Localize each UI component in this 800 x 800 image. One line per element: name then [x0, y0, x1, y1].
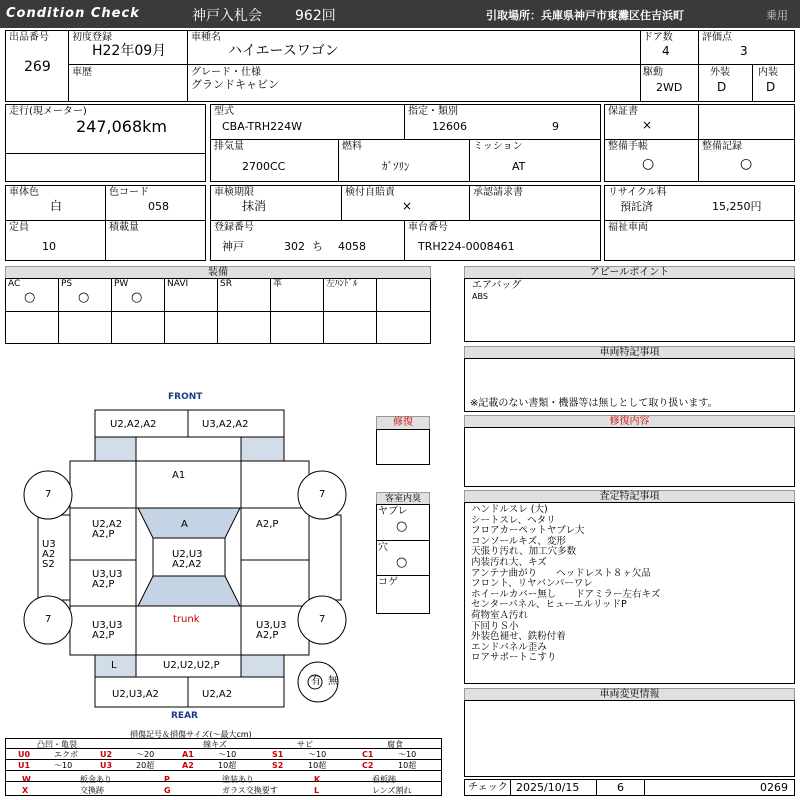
change-box — [464, 700, 795, 777]
assessment-line: ロアサポートこすり — [471, 652, 557, 664]
name-value: ハイエースワゴン — [228, 43, 339, 59]
cabin-hole-label: 穴 — [378, 542, 388, 553]
assessment-line: 荷物室Ａ汚れ — [471, 610, 529, 621]
legend-rule — [5, 748, 442, 749]
legend-desc: ～20 — [136, 750, 155, 759]
cabin-hole-value: ○ — [396, 555, 408, 570]
check-number: 6 — [617, 781, 624, 794]
legend-desc: 交換跡 — [80, 786, 104, 795]
score-value: 3 — [740, 44, 748, 58]
lot-label: 出品番号 — [9, 32, 49, 43]
displacement-value: 2700CC — [242, 160, 286, 173]
class-number: 9 — [552, 120, 559, 133]
plate-area: 神戸 — [222, 240, 244, 253]
legend-code: P — [164, 775, 170, 784]
recycle-fee: 15,250円 — [712, 200, 762, 213]
color-label: 車体色 — [9, 187, 39, 198]
equip-ac-label: AC — [8, 279, 21, 289]
wheel-fl: 7 — [45, 489, 52, 500]
mark-fr-door: A2,P — [256, 519, 279, 530]
pickup-location: 引取場所：兵庫県神戸市東灘区住吉浜町 — [486, 9, 684, 22]
insurance-label: 検付自賠責 — [345, 187, 395, 198]
mission-label: ミッション — [473, 141, 523, 152]
car-diagram — [0, 400, 440, 720]
legend-desc: エクボ — [54, 750, 78, 759]
doors-value: 4 — [662, 44, 670, 58]
mark-rear-right: U2,A2 — [202, 689, 233, 700]
equip-sr-label: SR — [220, 279, 232, 289]
grade-label: グレード・仕様 — [191, 67, 261, 78]
legend-code: G — [164, 786, 171, 795]
repair-box — [464, 427, 795, 487]
legend-title: 損傷記号＆損傷サイズ(～最大cm) — [130, 730, 252, 739]
warranty-label: 保証書 — [608, 106, 638, 117]
legend-desc: ガラス交換要す — [222, 786, 278, 795]
legend-code: K — [314, 775, 321, 784]
cabin-title: 客室内臭 — [376, 492, 430, 505]
color-value: 白 — [50, 199, 63, 213]
welfare-label: 福祉車両 — [608, 222, 648, 233]
assessment-line: エンドパネル歪み — [471, 641, 547, 653]
category: 乗用 — [766, 9, 788, 22]
cabin-tear-value: ○ — [396, 519, 408, 534]
legend-desc: ～10 — [308, 750, 327, 759]
recycle-label: リサイクル料 — [608, 187, 667, 198]
wheel-rr: 7 — [319, 614, 326, 625]
maint-label: 整備手帳 — [608, 141, 648, 152]
fuel-label: 燃料 — [342, 141, 362, 152]
wheel-fr: 7 — [319, 489, 326, 500]
equip-navi-label: NAVI — [167, 279, 189, 289]
assessment-line: 下回りＳ小 — [471, 620, 519, 632]
name-label: 車種名 — [191, 32, 221, 43]
color-code-value: 058 — [148, 200, 169, 213]
appeal-title: アピールポイント — [464, 266, 795, 279]
legend-code: W — [22, 775, 31, 784]
equip-lhd-label: 左ﾊﾝﾄﾞﾙ — [326, 279, 358, 289]
legend-desc: ～10 — [398, 750, 417, 759]
repair-small-box — [376, 429, 430, 465]
check-date: 2025/10/15 — [516, 781, 580, 794]
mission-value: AT — [512, 160, 526, 173]
legend-desc: ～10 — [218, 750, 237, 759]
legend-desc: 20超 — [136, 761, 155, 770]
mark-front-left: U2,A2,A2 — [110, 419, 157, 430]
equip-ac-value: ○ — [24, 290, 36, 305]
approval-label: 承認請求書 — [473, 187, 523, 198]
cabin-tear-label: ヤブレ — [378, 506, 408, 517]
trunk-label: trunk — [173, 614, 200, 625]
wheel-rl: 7 — [45, 614, 52, 625]
assessment-line: コンソールキズ、変形 — [471, 535, 566, 547]
mark-left-small: L — [111, 660, 117, 671]
assessment-line: アンテナ曲がり ヘッドレスト８ヶ欠品 — [471, 567, 651, 579]
doors-label: ドア数 — [643, 32, 673, 43]
auction-name: 神戸入札会 — [192, 8, 262, 24]
displacement-label: 排気量 — [214, 141, 244, 152]
assessment-line: フロアカーペットヤブレ大 — [471, 525, 585, 537]
assessment-line: フロント、リヤバンパーワレ — [471, 578, 593, 590]
chassis-value: TRH224-0008461 — [418, 240, 515, 253]
check-box — [464, 779, 795, 796]
check-id: 0269 — [760, 781, 788, 794]
drive-label: 駆動 — [643, 67, 663, 78]
legend-code: U3 — [100, 761, 113, 770]
legend-code: L — [314, 786, 320, 795]
int-value: D — [766, 80, 776, 94]
appeal-line-1: エアバッグ — [472, 280, 522, 291]
history-label: 車歴 — [72, 67, 92, 78]
equip-ps-label: PS — [61, 279, 73, 289]
legend-desc: 看板跡 — [372, 775, 396, 784]
mark-rear-top: U2,U2,U2,P — [163, 660, 220, 671]
mark-roof: U2,U3 A2,A2 — [172, 549, 203, 570]
legend-desc: 10超 — [308, 761, 327, 770]
repair-title: 修復内容 — [464, 415, 795, 428]
maint-record-value: ○ — [740, 156, 753, 172]
legend-desc: 塗装あり — [222, 775, 254, 784]
plate-number: 4058 — [338, 240, 366, 253]
legend-header: 線キズ — [203, 740, 227, 749]
inspection-value: 抹消 — [242, 199, 267, 213]
assessment-line: 内装汚れ大、キズ — [471, 557, 547, 568]
special-title: 車両特記事項 — [464, 346, 795, 359]
assessment-line: ハンドルスレ (大) — [471, 504, 548, 515]
designation-value: 12606 — [432, 120, 467, 133]
legend-code: C1 — [362, 750, 374, 759]
recycle-status: 預託済 — [620, 200, 653, 213]
legend-rule — [5, 759, 442, 760]
cabin-burn-label: コゲ — [378, 577, 398, 588]
front-label: FRONT — [168, 392, 203, 402]
assessment-line: センターパネル、ヒューエルリッドP — [471, 599, 627, 611]
assessment-line: 外装色褪せ、鉄粉付着 — [471, 631, 566, 643]
insurance-value: × — [402, 199, 413, 213]
reg-value: H22年09月 — [92, 43, 167, 59]
plate-label: 登録番号 — [214, 222, 254, 233]
legend-desc: ～10 — [54, 761, 73, 770]
mark-rear-left: U2,U3,A2 — [112, 689, 159, 700]
legend-code: S1 — [272, 750, 284, 759]
mark-hood: A1 — [172, 470, 186, 481]
header-logo: Condition Check — [6, 6, 140, 21]
equip-leather-label: 革 — [273, 279, 283, 289]
legend-code: U1 — [18, 761, 31, 770]
equip-ps-value: ○ — [78, 290, 90, 305]
legend-header: 腐食 — [387, 740, 403, 749]
int-label: 内装 — [758, 67, 778, 78]
mark-side-left: U3 A2 S2 — [42, 539, 56, 570]
designation-label: 指定・類別 — [408, 106, 458, 117]
drive-value: 2WD — [656, 81, 683, 94]
mark-rl-door: U3,U3 A2,P — [92, 569, 123, 590]
plate-kana: ち — [312, 240, 323, 253]
equipment-title: 装備 — [5, 266, 431, 279]
score-label: 評価点 — [702, 32, 732, 43]
inspection-label: 車検期限 — [214, 187, 254, 198]
legend-code: A1 — [182, 750, 194, 759]
lot-value: 269 — [24, 59, 51, 75]
legend-desc: 板金あり — [80, 775, 112, 784]
legend-header: 凸凹・亀裂 — [37, 740, 77, 749]
legend-code: X — [22, 786, 29, 795]
rear-label: REAR — [171, 711, 198, 721]
check-label: チェック — [468, 782, 508, 793]
mark-fl-door: U2,A2 A2,P — [92, 519, 123, 540]
legend-rule — [5, 770, 442, 771]
legend-code: U0 — [18, 750, 31, 759]
equip-pw-label: PW — [114, 279, 129, 289]
spare-text: 無 — [328, 676, 338, 687]
legend-desc: 10超 — [218, 761, 237, 770]
legend-desc: 10超 — [398, 761, 417, 770]
maint-value: ○ — [642, 156, 655, 172]
assessment-title: 査定特記事項 — [464, 490, 795, 503]
maint-record-label: 整備記録 — [702, 141, 742, 152]
color-code-label: 色コード — [109, 187, 149, 198]
legend-code: U2 — [100, 750, 113, 759]
capacity-value: 10 — [42, 240, 56, 253]
mark-windshield: A — [181, 519, 188, 530]
mark-front-right: U3,A2,A2 — [202, 419, 249, 430]
load-label: 積載量 — [109, 222, 139, 233]
legend-code: A2 — [182, 761, 194, 770]
fuel-value: ｶﾞｿﾘﾝ — [382, 160, 410, 173]
spare-mark: 有 — [311, 676, 321, 687]
capacity-label: 定員 — [9, 222, 29, 233]
mileage-value: 247,068km — [76, 117, 168, 136]
inspection-box — [210, 185, 601, 261]
change-title: 車両変更情報 — [464, 688, 795, 701]
assessment-line: シートスレ、ヘタリ — [471, 514, 556, 526]
mileage-label: 走行(現メーター) — [9, 106, 87, 117]
ext-label: 外装 — [710, 67, 730, 78]
warranty-value: × — [642, 118, 653, 132]
grade-value: グランドキャビン — [191, 78, 279, 91]
ext-value: D — [717, 80, 727, 94]
model-label: 型式 — [214, 106, 234, 117]
chassis-label: 車台番号 — [408, 222, 448, 233]
model-value: CBA-TRH224W — [222, 120, 302, 133]
mark-rl-qtr: U3,U3 A2,P — [92, 620, 123, 641]
legend-code: C2 — [362, 761, 374, 770]
assessment-line: 天張り汚れ、加工穴多数 — [471, 546, 577, 558]
legend-rule — [5, 781, 442, 782]
legend-header: サビ — [297, 740, 313, 749]
appeal-line-2: ABS — [472, 292, 488, 301]
equip-pw-value: ○ — [131, 290, 143, 305]
mark-rr-qtr: U3,U3 A2,P — [256, 620, 287, 641]
legend-code: S2 — [272, 761, 284, 770]
legend-desc: レンズ割れ — [372, 786, 412, 795]
special-note: ※記載のない書類・機器等は無しとして取り扱います。 — [470, 398, 718, 409]
session-number: 962回 — [295, 8, 336, 24]
reg-label: 初度登録 — [72, 32, 112, 43]
repair-small-title: 修復 — [376, 416, 430, 430]
assessment-line: ホイールカバー無し ドアミラー左右キズ — [471, 588, 661, 600]
plate-class: 302 — [284, 240, 305, 253]
